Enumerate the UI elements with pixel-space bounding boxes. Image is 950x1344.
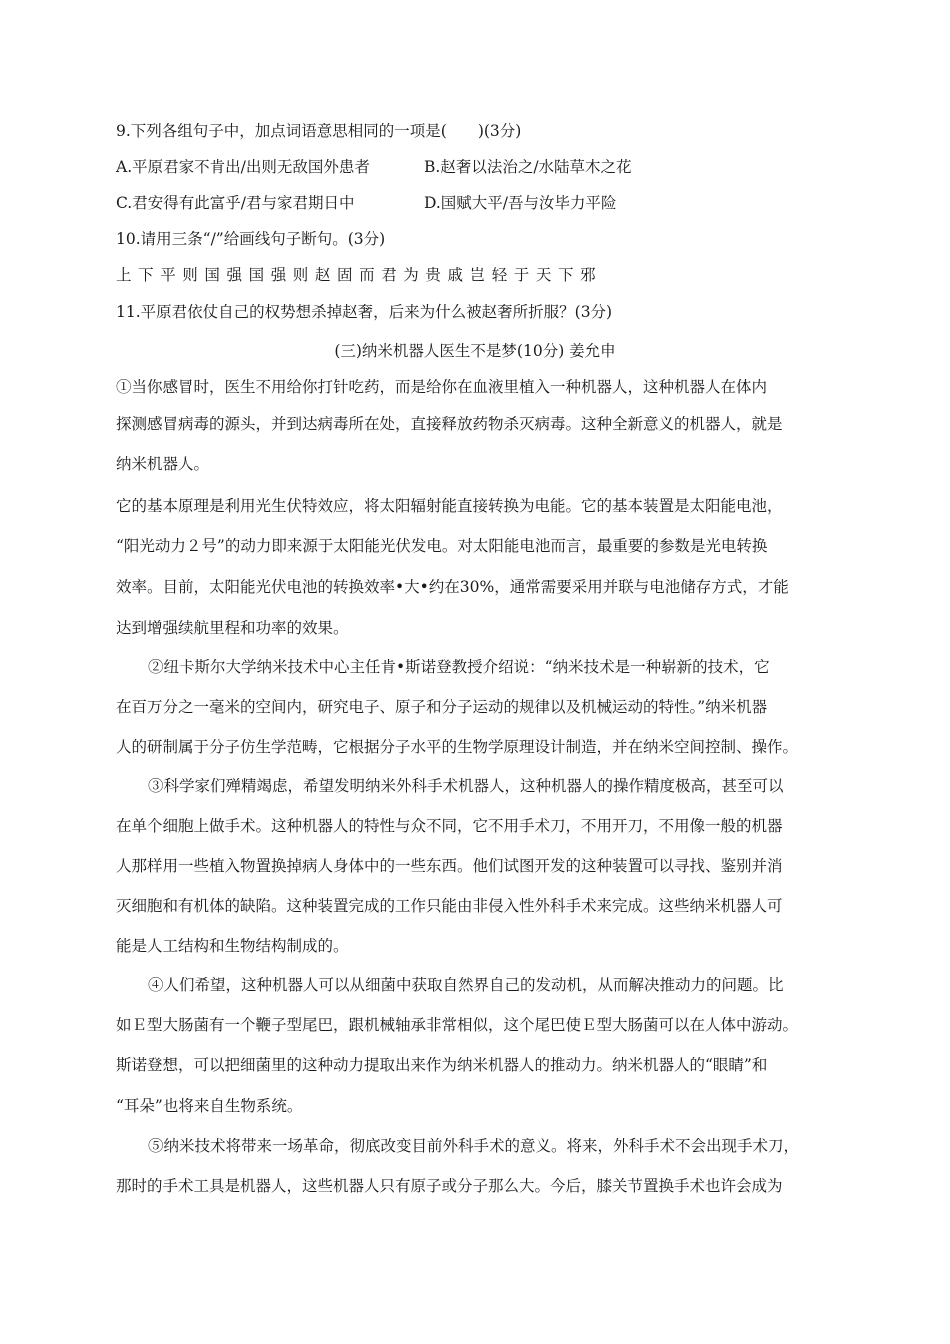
passage-line: 那时的手术工具是机器人，这些机器人只有原子或分子那么大。今后，膝关节置换手术也许会成为 (116, 1177, 783, 1195)
passage-line: ②纽卡斯尔大学纳米技术中心主任肯•斯诺登教授介绍说：“纳米技术是一种崭新的技术，它 (148, 658, 770, 676)
q9-option-b: B.赵奢以法治之/水陆草木之花 (424, 158, 632, 176)
passage-line: 人的研制属于分子仿生学范畴，它根据分子水平的生物学原理设计制造，并在纳米空间控制、操作。 (116, 738, 799, 756)
q9-stem: 9.下列各组句子中，加点词语意思相同的一项是( )(3分) (116, 122, 522, 140)
passage-line: 在百万分之一毫米的空间内，研究电子、原子和分子运动的规律以及机械运动的特性。”纳米机器 (116, 698, 768, 716)
passage-line: 能是人工结构和生物结构制成的。 (116, 937, 349, 955)
passage-heading: (三)纳米机器人医生不是梦(10分) 姜允申 (334, 342, 616, 360)
passage-line: 达到增强续航里程和功率的效果。 (116, 619, 349, 637)
q9-option-a: A.平原君家不肯出/出则无敌国外患者 (116, 158, 370, 176)
passage-line: 人那样用一些植入物置换掉病人身体中的一些东西。他们试图开发的这种装置可以寻找、鉴别并消 (116, 857, 783, 875)
q9-option-c: C.君安得有此富乎/君与家君期日中 (116, 194, 355, 212)
passage-line: 纳米机器人。 (116, 455, 210, 473)
passage-line: 探测感冒病毒的源头，并到达病毒所在处，直接释放药物杀灭病毒。这种全新意义的机器人，就是 (116, 415, 783, 433)
passage-line: “阳光动力２号”的动力即来源于太阳能光伏发电。对太阳能电池而言，最重要的参数是光电转换 (116, 537, 768, 555)
passage-line: ③科学家们殚精竭虑，希望发明纳米外科手术机器人，这种机器人的操作精度极高，甚至可以 (148, 777, 784, 795)
passage-line: 效率。目前，太阳能光伏电池的转换效率•大•约在30%，通常需要采用并联与电池储存方式，才能 (116, 578, 789, 596)
passage-line: ④人们希望，这种机器人可以从细菌中获取自然界自己的发动机，从而解决推动力的问题。比 (148, 976, 784, 994)
passage-line: ①当你感冒时，医生不用给你打针吃药，而是给你在血液里植入一种机器人，这种机器人在体内 (116, 378, 768, 396)
passage-line: 如Ｅ型大肠菌有一个鞭子型尾巴，跟机械轴承非常相似，这个尾巴使Ｅ型大肠菌可以在人体中游动。 (116, 1016, 799, 1034)
q10-stem: 10.请用三条“/”给画线句子断句。(3分) (116, 230, 386, 248)
passage-line: 它的基本原理是利用光生伏特效应，将太阳辐射能直接转换为电能。它的基本装置是太阳能电池， (116, 497, 783, 515)
q11-stem: 11.平原君依仗自己的权势想杀掉赵奢，后来为什么被赵奢所折服？(3分) (116, 303, 613, 321)
passage-line: 在单个细胞上做手术。这种机器人的特性与众不同，它不用手术刀，不用开刀，不用像一般的机器 (116, 817, 783, 835)
passage-line: ⑤纳米技术将带来一场革命，彻底改变目前外科手术的意义。将来，外科手术不会出现手术刀， (148, 1137, 800, 1155)
passage-line: 灭细胞和有机体的缺陷。这种装置完成的工作只能由非侵入性外科手术来完成。这些纳米机器人可 (116, 897, 783, 915)
passage-line: 斯诺登想，可以把细菌里的这种动力提取出来作为纳米机器人的推动力。纳米机器人的“眼睛”和 (116, 1056, 768, 1074)
passage-line: “耳朵”也将来自生物系统。 (116, 1097, 303, 1115)
q10-sentence: 上下平则国强国强则赵固而君为贵戚岂轻于天下邪 (116, 266, 603, 284)
q9-option-d: D.国赋大平/吾与汝毕力平险 (424, 194, 617, 212)
